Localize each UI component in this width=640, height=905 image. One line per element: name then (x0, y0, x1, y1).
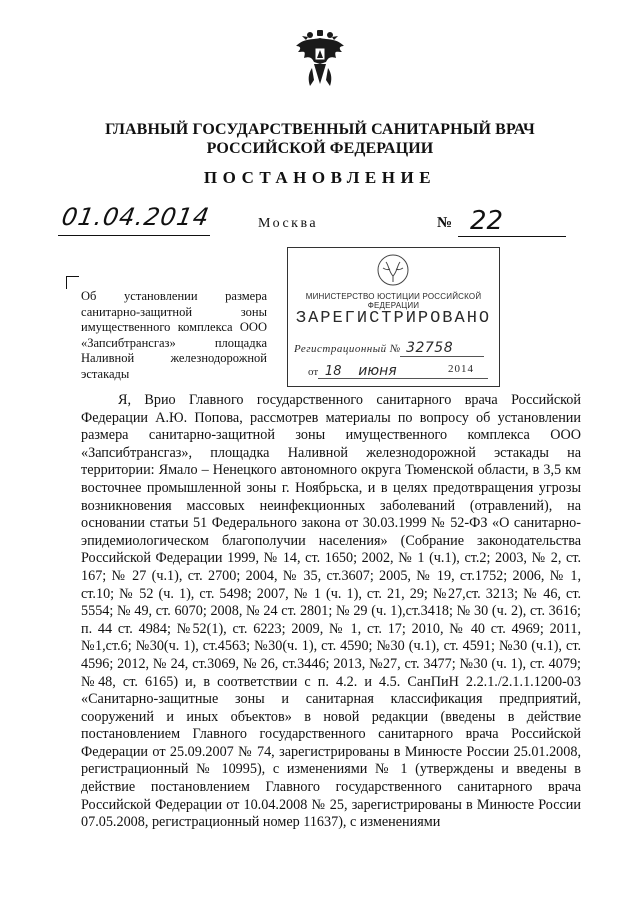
subject-bracket (66, 276, 79, 289)
issuer-title-line2: РОССИЙСКОЙ ФЕДЕРАЦИИ (206, 140, 434, 157)
stamp-registration-label (294, 340, 453, 356)
stamp-reg-label-text: Регистрационный № (294, 343, 401, 355)
stamp-status: ЗАРЕГИСТРИРОВАНО (295, 309, 492, 328)
document-date: 01.04.2014 (59, 203, 212, 231)
stamp-month: июня (358, 363, 397, 379)
stamp-emblem-icon (376, 252, 410, 288)
issuer-title-line1: ГЛАВНЫЙ ГОСУДАРСТВЕННЫЙ САНИТАРНЫЙ ВРАЧ (105, 121, 535, 138)
stamp-organization: МИНИСТЕРСТВО ЮСТИЦИИ РОССИЙСКОЙ ФЕДЕРАЦИИ (305, 292, 482, 310)
document-body (81, 392, 581, 832)
document-subject: Об установлении размера санитарно-защитной зоны имущественного комплекса ООО «Запсибтрансгаз» площадка Наливной железнодорожной эстакады (81, 289, 267, 381)
stamp-date-underline (318, 378, 488, 379)
stamp-day: 18 (324, 364, 342, 379)
date-underline (58, 235, 210, 236)
registration-stamp (287, 247, 500, 387)
stamp-date-line (308, 363, 397, 379)
stamp-from-label: от (308, 366, 319, 378)
number-label: № (437, 215, 453, 231)
stamp-reg-underline (400, 356, 484, 357)
city-label: Москва (258, 216, 319, 231)
number-underline (458, 236, 566, 237)
document-type-title: ПОСТАНОВЛЕНИЕ (203, 168, 437, 187)
stamp-year: 2014 (448, 363, 474, 375)
double-headed-eagle-emblem-icon (290, 28, 350, 90)
stamp-reg-number: 32758 (406, 340, 454, 356)
document-number: 22 (470, 206, 504, 236)
body-paragraph: Я, Врио Главного государственного санитарного врача Российской Федерации А.Ю. Попова, рассмотрев материалы по вопросу об установлении размера санитарно-защитной зоны имущественного комплекса ООО «Запсибтрансгаз», площадка Наливной железнодорожной эстакады на территории: Ямало – Ненецкого автономного округа Тюменской области, в 3,5 км восточнее промышленной зоны г. Ноябрьска, и в целях предотвращения угрозы возникновения массовых неинфекционных заболеваний (отравлений), на основании статьи 51 Федерального закона от 30.03.1999 № 52-ФЗ «О санитарно-эпидемиологическом благополучии населения» (Собрание законодательства Российской Федерации 1999, № 14, ст. 1650; 2002, № 1 (ч.1), ст.2; 2003, № 2, ст. 167; № 27 (ч.1), ст. 2700; 2004, № 35, ст.3607; 2005, № 19, ст.1752; 2006, № 1, ст.10; № 52 (ч. 1), ст. 5498; 2007, № 1 (ч. 1), ст. 21, 29; №27,ст. 3213; № 46, ст. 5554; № 49, ст. 6070; 2008, № 24 ст. 2801; № 29 (ч. 1),ст.3418; № 30 (ч. 2), ст. 3616; п. 44 ст. 4984; №52(1), ст. 6223; 2009, № 1, ст. 17; 2010, № 40 ст. 4969; 2011, №1,ст.6; №30(ч. 1), ст.4563; №30(ч. 1), ст. 4590; №30 (ч.1), ст. 4591; №30 (ч.1), ст. 4596; 2012, № 24, ст.3069, № 26, ст.3446; 2013, №27, ст. 3477; №30 (ч. 1), ст. 4079; №48, ст. 6165) и, в соответствии с п. 4.2. и 4.5. СанПиН 2.2.1./2.1.1.1200-03 «Санитарно-защитные зоны и санитарная классификация предприятий, сооружений и иных объектов» в новой редакции (введены в действие постановлением Главного государственного санитарного врача Российской Федерации от 25.09.2007 № 74, зарегистрированы в Минюсте России 25.01.2008, регистрационный № 10995), с изменениями № 1 (утверждены и введены в действие постановлением Главного государственного санитарного врача Российской Федерации от 10.04.2008 № 25, зарегистрированы в Минюсте России 07.05.2008, регистрационный номер 11637), с изменениями (81, 392, 581, 831)
